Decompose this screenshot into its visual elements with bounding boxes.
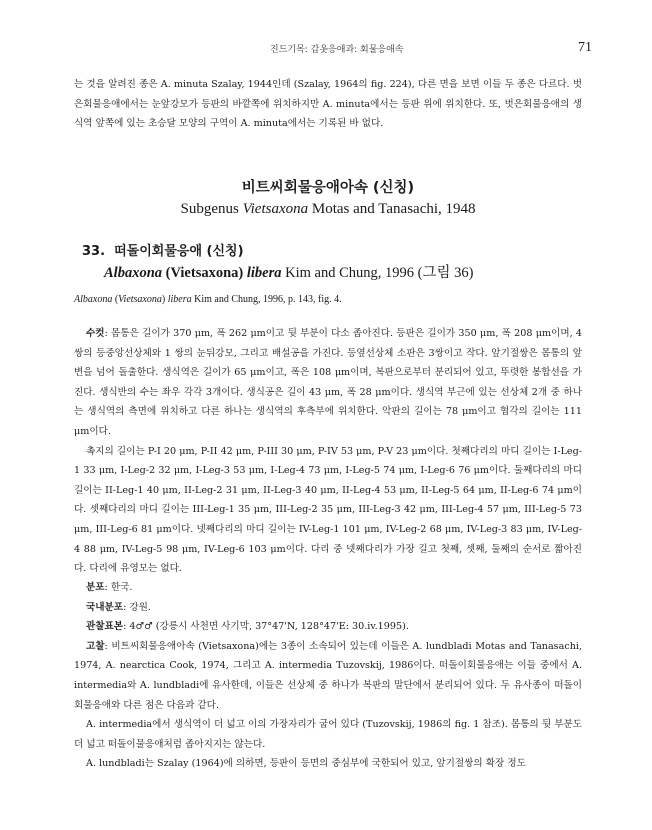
intro-text: 는 것을 알려진 종은 A. minuta Szalay, 1944인데 (Szalay, 1964의 fig. 224), 다른 면을 보면 이들 두 종은 다르다. 벗은회물응애에서는 눈앞강모가 등판의 바깥쪽에 위치하지만 A. minuta에서는 등판 위에 위치한다. 또, 벗은회물응애의 생식역 앞쪽에 있는 초승달 모양의 구역이 A. minuta에서는 기록된 바 없다.	[74, 79, 582, 130]
male-description	[74, 324, 582, 579]
subgenus-latin-title	[74, 201, 582, 218]
distribution-label: 분포	[86, 582, 105, 593]
species-number: 33.	[82, 244, 106, 259]
domestic-label: 국내분포	[86, 601, 124, 613]
species-korean-heading	[82, 240, 244, 259]
species-korean-name: 떠돌이회물응애 (신칭)	[114, 244, 244, 259]
remarks-paragraph-2: A. intermedia에서 생식역이 더 넓고 이의 가장자리가 굽어 있다 (Tuzovskij, 1986의 fig. 1 참조). 몸통의 뒷 부분도 더 넓고 떠돌이물응애처럼 좁아지지는 않는다.	[74, 719, 582, 750]
page-number: 71	[578, 40, 592, 55]
distribution-value: : 한국.	[104, 582, 133, 593]
species-epithet: libera	[246, 265, 282, 281]
remarks-paragraph-3: A. lundbladi는 Szalay (1964)에 의하면, 등판이 등면의 중심부에 국한되어 있고, 앞기절쌍의 확장 정도	[86, 758, 526, 770]
distribution-line	[74, 578, 582, 598]
species-genus: Albaxona	[104, 265, 163, 281]
specimens-line	[74, 617, 582, 637]
species-authority: Kim and Chung, 1996 (그림 36)	[281, 265, 474, 281]
species-subgenus: (Vietsaxona)	[165, 265, 244, 281]
male-text-1: : 몸통은 길이가 370 μm, 폭 262 μm이고 뒷 부분이 다소 좁아진다. 등판은 길이가 350 μm, 폭 208 μm이며, 4쌍의 등중앙선상체와 1 쌍의 눈뒤강모, 그리고 배설공을 가진다. 등옆선상체 소판은 3쌍이고 작다. 앞기절쌍은 몸통의 앞변을 넘어 돌출한다. 생식역은 길이가 65 μm이고, 폭은 108 μm이며, 복판으로부터 분리되어 있고, 뚜렷한 봉합선을 가진다. 생식반의 수는 좌우 각각 3개이다. 생식공은 길이 43 μm, 폭 28 μm이다. 생식역 부근에 있는 선상체 2개 중 하나는 생식역의 측면에 위치하고 다른 하나는 생식역의 후측부에 위치한다. 악판의 길이는 78 μm이고 협각의 길이는 111 μm이다.	[74, 328, 582, 437]
specimens-value: : 4♂♂ (강릉시 사천면 사기막, 37°47'N, 128°47'E: 30.iv.1995).	[123, 621, 409, 633]
domestic-value: : 강원.	[123, 601, 151, 613]
intro-paragraph	[74, 75, 582, 134]
domestic-distribution-line	[74, 598, 582, 618]
subgenus-name: Vietsaxona	[242, 201, 309, 217]
remarks-paragraph-1	[74, 637, 582, 715]
citation-rest: Kim and Chung, 1996, p. 143, fig. 4.	[191, 294, 342, 305]
synonymy-citation: Albaxona (Vietsaxona) libera Kim and Chung, 1996, p. 143, fig. 4.	[74, 294, 342, 305]
records-section	[74, 578, 582, 774]
species-latin-heading	[104, 261, 473, 282]
remarks-label: 고찰	[86, 640, 105, 652]
subgenus-prefix: Subgenus	[180, 201, 243, 217]
remarks-text-1: : 비트씨회물응애아속 (Vietsaxona)에는 3종이 소속되어 있는데 이들은 A. lundbladi Motas and Tanasachi, 1974, A. nearctica Cook, 1974, 그리고 A. intermedia Tuzovskij, 1986이다. 떠돌이회물응애는 이들 중에서 A. intermedia와 A. lundbladi에 유사한데, 이들은 선상체 중 하나가 복판의 말단에서 분리되어 있다. 두 유사종이 떠돌이회물응애와 다른 점은 다음과 같다.	[74, 640, 582, 711]
citation-genus: Albaxona	[74, 294, 113, 305]
running-head: 진드기목: 갑옷응애과: 회물응애속	[270, 45, 404, 55]
citation-epithet: libera	[167, 294, 192, 305]
specimens-label: 관찰표본	[86, 621, 124, 633]
citation-subgenus: Vietsaxona	[118, 294, 162, 305]
subgenus-authority: Motas and Tanasachi, 1948	[308, 201, 476, 217]
male-label: 수컷	[86, 328, 105, 339]
male-paragraph-2: 촉지의 길이는 P-I 20 μm, P-II 42 μm, P-III 30 μm, P-IV 53 μm, P-V 23 μm이다. 첫째다리의 마디 길이는 I-Leg-1 33 μm, I-Leg-2 32 μm, I-Leg-3 53 μm, I-Leg-4 73 μm, I-Leg-5 74 μm, I-Leg-6 76 μm이다. 둘째다리의 마디 길이는 II-Leg-1 40 μm, II-Leg-2 31 μm, II-Leg-3 40 μm, II-Leg-4 53 μm, II-Leg-5 64 μm, II-Leg-6 74 μm이다. 셋째다리의 마디 길이는 III-Leg-1 35 μm, III-Leg-2 35 μm, III-Leg-3 42 μm, III-Leg-4 57 μm, III-Leg-5 73 μm, III-Leg-6 81 μm이다. 넷째다리의 마디 길이는 IV-Leg-1 101 μm, IV-Leg-2 68 μm, IV-Leg-3 83 μm, IV-Leg-4 88 μm, IV-Leg-5 98 μm, IV-Leg-6 103 μm이다. 다리 중 넷째다리가 가장 길고 첫째, 셋째, 둘째의 순서로 짧아진다. 다리에 유영모는 없다.	[74, 445, 582, 575]
male-paragraph-1	[74, 324, 582, 442]
subgenus-korean-title: 비트씨회물응애아속 (신칭)	[241, 180, 415, 196]
